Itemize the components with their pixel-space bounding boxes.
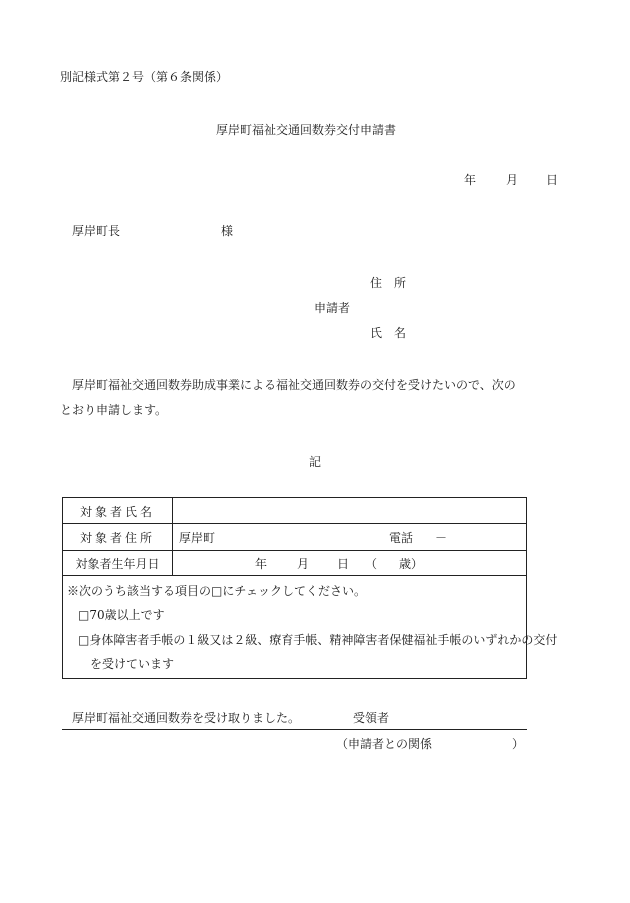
relation-label: （申請者との関係 [336, 737, 433, 751]
target-address-value: 厚岸町 [179, 531, 216, 545]
target-name-label: 対象者氏名 [79, 505, 155, 519]
target-address-label: 対象者住所 [79, 531, 155, 545]
receipt-text: 厚岸町福祉交通回数券を受け取りました。 [72, 711, 301, 725]
addressee-honorific: 様 [221, 224, 234, 238]
receipt-divider [62, 729, 527, 730]
row-divider [63, 550, 526, 551]
recipient-label: 受領者 [353, 711, 390, 725]
body-text-line2: とおり申請します。 [60, 403, 168, 417]
date-year: 年 [464, 173, 477, 187]
age-unit: 歳） [399, 557, 424, 571]
applicant-name-label: 氏 名 [370, 326, 407, 340]
phone-label: 電話 [389, 531, 414, 545]
date-day: 日 [546, 173, 559, 187]
checkbox-note: ※次のうち該当する項目の□にチェックしてください。 [67, 584, 366, 598]
option-disability-handbook[interactable]: □身体障害者手帳の１級又は２級、療育手帳、精神障害者保健福祉手帳のいずれかの交付 [78, 633, 558, 647]
birth-month: 月 [297, 557, 310, 571]
birth-day: 日 [337, 557, 350, 571]
body-text-line1: 厚岸町福祉交通回数券助成事業による福祉交通回数券の交付を受けたいので、次の [72, 378, 516, 392]
option-disability-handbook-cont: を受けています [90, 657, 175, 671]
ki-heading: 記 [309, 455, 322, 469]
document-title: 厚岸町福祉交通回数券交付申請書 [216, 123, 397, 137]
column-divider [172, 498, 173, 575]
row-divider [63, 523, 526, 524]
applicant-address-label: 住 所 [370, 276, 407, 290]
application-table [62, 497, 558, 679]
date-month: 月 [506, 173, 519, 187]
row-divider [63, 575, 526, 576]
target-birthdate-label: 対象者生年月日 [75, 557, 160, 571]
relation-close: ） [512, 737, 525, 751]
birth-year: 年 [255, 557, 268, 571]
age-open: （ [365, 557, 378, 571]
addressee-name: 厚岸町長 [72, 224, 121, 238]
form-number: 別記様式第２号（第６条関係） [60, 70, 229, 84]
applicant-label: 申請者 [314, 301, 351, 315]
phone-separator: － [435, 531, 448, 545]
option-age-70[interactable]: □70歳以上です [78, 608, 165, 622]
